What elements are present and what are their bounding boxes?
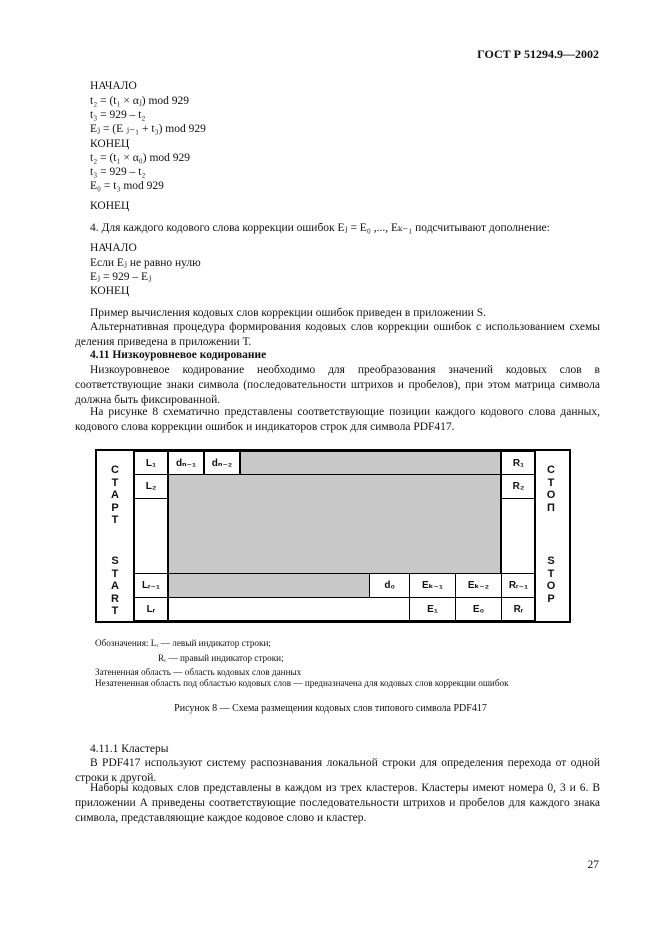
- section-title: 4.11 Низкоуровневое кодирование: [90, 349, 267, 361]
- data-codeword-d0: d₀: [369, 573, 410, 598]
- data-area-middle: [168, 474, 501, 574]
- data-codeword-dn2: dₙ₋₂: [204, 451, 240, 475]
- algo-end: КОНЕЦ: [90, 138, 130, 150]
- ec-codeword-ek1: Eₖ₋₁: [409, 573, 456, 598]
- pdf417-layout-diagram: [95, 449, 571, 623]
- algo-line: E₀ = t₃ mod 929: [90, 180, 164, 192]
- ec-codeword-e0: E₀: [455, 597, 502, 621]
- data-area-row1: [240, 451, 501, 475]
- data-area-row-r-1: [168, 573, 370, 598]
- stop-label-en: STOP: [546, 555, 556, 605]
- paragraph-clusters-1: В PDF417 используют систему распознавания локальной строки для определения перехода от одной строки к другой.: [75, 757, 600, 784]
- algo-begin: НАЧАЛО: [90, 80, 137, 92]
- right-indicator-middle: [501, 498, 536, 574]
- algo-line: t₂ = (t₁ × α₀) mod 929: [90, 152, 191, 164]
- right-indicator-row-r-1: Rᵣ₋₁: [501, 573, 536, 598]
- left-indicator-middle: [134, 498, 168, 574]
- algo-line: Если Eⱼ не равно нулю: [90, 257, 201, 269]
- paragraph-clusters-2: Наборы кодовых слов представлены в каждом из трех кластеров. Кластеры имеют номера 0, 3 и 6. В приложении А приведены соответствующие последовательности штрихов и пробелов для каждого знака символа, представляющие каждое кодовое слово и кластер.: [75, 782, 600, 824]
- algo-line: t₂ = (t₁ × αⱼ) mod 929: [90, 95, 190, 107]
- legend-line: Незатененная область под областью кодовых слов — предназначена для кодовых слов коррекции ошибок: [95, 678, 509, 688]
- ec-codeword-ek2: Eₖ₋₂: [455, 573, 502, 598]
- left-indicator-row2: L₂: [134, 474, 168, 499]
- algo-begin: НАЧАЛО: [90, 242, 137, 254]
- figure-caption: Рисунок 8 — Схема размещения кодовых слов типового символа PDF417: [174, 703, 487, 714]
- left-indicator-row-r-1: Lᵣ₋₁: [134, 573, 168, 598]
- algo-line: t₃ = 929 – t₂: [90, 109, 146, 121]
- left-indicator-row-r: Lᵣ: [134, 597, 168, 621]
- legend-line: Затененная область — область кодовых слов данных: [95, 667, 302, 677]
- legend-line: Обозначения: Lᵣ — левый индикатор строки;: [95, 638, 271, 648]
- paragraph-alternative: Альтернативная процедура формирования кодовых слов коррекции ошибок с использованием схемы деления приведена в приложении Т.: [75, 321, 600, 348]
- start-label-en: START: [111, 555, 119, 617]
- algo-end: КОНЕЦ: [90, 200, 130, 212]
- right-indicator-row2: R₂: [501, 474, 536, 499]
- page-header: ГОСТ Р 51294.9—2002: [477, 47, 599, 61]
- paragraph-example: Пример вычисления кодовых слов коррекции ошибок приведен в приложении S.: [90, 307, 486, 319]
- algo-line: Eⱼ = 929 – Eⱼ: [90, 271, 152, 283]
- paragraph-low-level: Низкоуровневое кодирование необходимо для преобразования значений кодовых слов в соответствующие знаки символа (последовательности штрихов и пробелов), при этом матрица символа должна быть фиксированной.: [75, 364, 600, 406]
- step-four: 4. Для каждого кодового слова коррекции ошибок Eⱼ = E₀ ,..., Eₖ₋₁ подсчитывают дополнение:: [90, 222, 550, 234]
- page-number: 27: [587, 859, 599, 871]
- legend-line: Rᵣ — правый индикатор строки;: [158, 653, 284, 663]
- algo-line: Eⱼ = (E ⱼ₋₁ + t₃) mod 929: [90, 123, 206, 135]
- stop-label-ru: СТОП: [546, 464, 556, 514]
- right-indicator-row1: R₁: [501, 451, 536, 475]
- start-label-ru: СТАРТ: [111, 464, 119, 526]
- left-indicator-row1: L₁: [134, 451, 168, 475]
- right-indicator-row-r: Rᵣ: [501, 597, 536, 621]
- ec-area-row-r: [168, 597, 410, 621]
- subsection-title: 4.11.1 Кластеры: [90, 743, 169, 755]
- data-codeword-dn1: dₙ₋₁: [168, 451, 204, 475]
- paragraph-figure-ref: На рисунке 8 схематично представлены соответствующие позиции каждого кодового слова данных, кодового слова коррекции ошибок и индикаторов строк для символа PDF417.: [75, 406, 600, 433]
- algo-line: t₃ = 929 – t₂: [90, 166, 146, 178]
- algo-end: КОНЕЦ: [90, 285, 130, 297]
- ec-codeword-e1: E₁: [409, 597, 456, 621]
